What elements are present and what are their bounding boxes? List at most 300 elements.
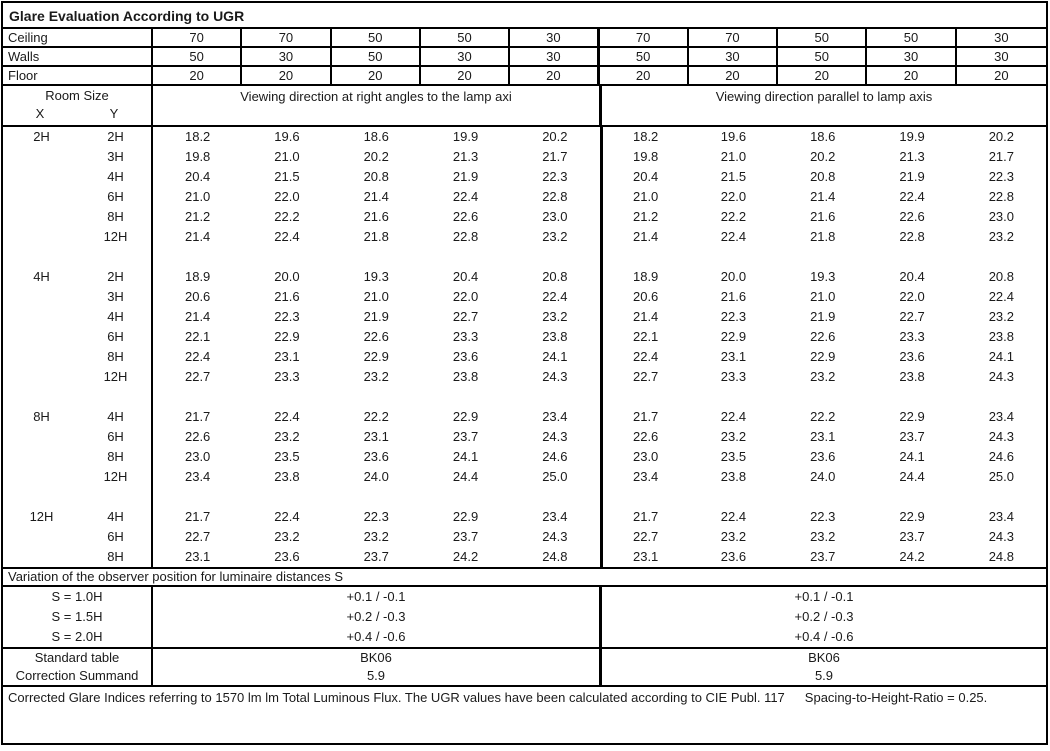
ugr-value-cell: 21.6	[810, 209, 836, 224]
ugr-value-cell: 18.2	[184, 129, 211, 144]
room-size-header	[3, 86, 153, 125]
ugr-value-cell	[332, 387, 421, 407]
ugr-value-cell: 22.8	[899, 229, 925, 244]
ugr-value-cell: 22.7	[600, 527, 689, 547]
correction-value: +0.1 / -0.1	[794, 589, 854, 604]
ugr-value-cell	[242, 487, 331, 507]
ugr-value-cell: 21.5	[720, 169, 747, 184]
ugr-value-cell: 23.7	[363, 549, 389, 564]
table-row	[3, 427, 1046, 447]
observer-distance-row	[3, 627, 1046, 647]
room-x-cell	[3, 447, 80, 467]
ugr-value-cell: 22.1	[184, 329, 211, 344]
ugr-value-cell: 19.3	[810, 269, 836, 284]
ugr-value-cell: 21.6	[274, 289, 300, 304]
ugr-value-cell	[510, 387, 599, 407]
ugr-value-cell: 23.1	[810, 429, 836, 444]
ugr-value-cell: 23.3	[899, 329, 925, 344]
ugr-value-cell: 20.0	[274, 269, 300, 284]
surface-value: 30	[242, 48, 331, 65]
table-row	[3, 307, 1046, 327]
surface-value: 30	[689, 48, 778, 65]
ugr-value-cell: 24.3	[988, 369, 1014, 384]
ugr-value-cell: 23.1	[600, 547, 689, 567]
ugr-value-cell: 21.0	[274, 149, 300, 164]
ugr-value-cell	[778, 487, 867, 507]
room-x-cell: 4H	[33, 269, 50, 284]
ugr-value-cell: 23.5	[720, 449, 747, 464]
ugr-value-cell: 23.8	[274, 469, 300, 484]
ugr-value-cell: 23.4	[988, 509, 1014, 524]
surface-value: 70	[242, 29, 331, 46]
summary-label: Correction Summand	[3, 667, 153, 685]
ugr-value-cell: 21.9	[452, 169, 479, 184]
room-y-cell: 8H	[80, 207, 153, 227]
ugr-value-cell: 20.4	[899, 269, 925, 284]
ugr-value-cell: 23.2	[720, 529, 747, 544]
ugr-value-cell: 24.3	[988, 529, 1014, 544]
row-label: Walls	[3, 48, 153, 65]
summary-value: 5.9	[814, 668, 834, 683]
room-y-cell: 6H	[80, 327, 153, 347]
ugr-value-cell: 20.6	[184, 289, 211, 304]
ugr-value-cell: 23.2	[810, 369, 836, 384]
ugr-value-cell: 23.2	[810, 529, 836, 544]
ugr-value-cell	[600, 487, 689, 507]
ugr-value-cell: 23.2	[274, 529, 300, 544]
room-y-cell: 6H	[80, 187, 153, 207]
ugr-value-cell: 23.6	[452, 349, 479, 364]
viewing-right-angles-header: Viewing direction at right angles to the lamp axi	[153, 86, 602, 125]
ugr-value-cell: 24.3	[542, 369, 568, 384]
ugr-value-cell: 23.2	[542, 229, 568, 244]
ugr-value-cell: 22.7	[452, 309, 479, 324]
table-row	[3, 327, 1046, 347]
ugr-value-cell: 21.0	[184, 189, 211, 204]
room-y-cell: 3H	[80, 287, 153, 307]
ugr-value-cell: 23.0	[988, 209, 1014, 224]
room-x-cell	[3, 367, 80, 387]
ugr-value-cell: 23.4	[184, 469, 211, 484]
ugr-value-cell: 22.9	[452, 509, 479, 524]
ugr-value-cell: 24.8	[542, 549, 568, 564]
room-y-cell	[80, 387, 153, 407]
ugr-value-cell: 21.7	[542, 149, 568, 164]
ugr-value-cell: 23.4	[542, 409, 568, 424]
room-x-cell	[3, 527, 80, 547]
surface-value: 50	[778, 48, 867, 65]
surface-value: 20	[600, 67, 689, 84]
ugr-value-cell: 22.3	[274, 309, 300, 324]
table-row	[3, 147, 1046, 167]
room-y-cell: 8H	[80, 347, 153, 367]
ugr-value-cell: 23.1	[720, 349, 747, 364]
ugr-value-cell: 22.8	[988, 189, 1014, 204]
ugr-value-cell: 22.3	[542, 169, 568, 184]
ugr-value-cell: 18.9	[600, 267, 689, 287]
ugr-value-cell: 21.8	[810, 229, 836, 244]
ugr-value-cell: 21.9	[363, 309, 389, 324]
ugr-value-cell: 20.2	[988, 129, 1014, 144]
room-x-cell: 12H	[29, 509, 54, 524]
ugr-value-cell	[689, 247, 778, 267]
ugr-value-cell	[421, 247, 510, 267]
correction-value: +0.1 / -0.1	[153, 587, 602, 607]
room-y-cell: 12H	[80, 227, 153, 247]
surface-value: 20	[332, 67, 421, 84]
table-row	[3, 447, 1046, 467]
viewing-parallel-header: Viewing direction parallel to lamp axis	[715, 89, 933, 104]
ugr-value-cell: 24.3	[988, 429, 1014, 444]
room-x-cell	[3, 387, 80, 407]
table-row	[3, 227, 1046, 247]
ugr-value-cell: 23.6	[810, 449, 836, 464]
spacer-row	[3, 387, 1046, 407]
surface-value: 50	[600, 48, 689, 65]
distance-label: S = 1.0H	[3, 587, 153, 607]
ugr-value-cell: 23.1	[274, 349, 300, 364]
ugr-value-cell: 22.4	[988, 289, 1014, 304]
ugr-value-cell: 23.8	[542, 329, 568, 344]
surface-value: 30	[510, 29, 599, 46]
ugr-value-cell: 20.4	[184, 169, 211, 184]
ugr-value-cell: 22.4	[720, 229, 747, 244]
ugr-value-cell: 23.8	[988, 329, 1014, 344]
table-row	[3, 367, 1046, 387]
ugr-value-cell: 23.4	[600, 467, 689, 487]
ugr-value-cell: 23.2	[542, 309, 568, 324]
ugr-value-cell: 22.4	[274, 229, 300, 244]
ugr-value-cell: 22.4	[452, 189, 479, 204]
ugr-value-cell: 22.4	[274, 409, 300, 424]
summary-value: BK06	[153, 649, 602, 667]
ugr-value-cell: 23.7	[899, 529, 925, 544]
ugr-value-cell	[421, 487, 510, 507]
room-x-cell	[3, 547, 80, 567]
ugr-value-cell	[153, 387, 242, 407]
summary-value: 5.9	[153, 667, 602, 685]
surface-value: 70	[153, 29, 242, 46]
ugr-value-cell: 23.4	[988, 409, 1014, 424]
ugr-value-cell: 20.8	[810, 169, 836, 184]
ugr-value-cell: 19.9	[899, 129, 925, 144]
ugr-value-cell: 21.6	[363, 209, 389, 224]
ugr-value-cell: 21.0	[363, 289, 389, 304]
room-y-cell: 2H	[80, 267, 153, 287]
ugr-value-cell: 22.9	[274, 329, 300, 344]
ugr-value-cell: 22.0	[452, 289, 479, 304]
room-x-cell	[3, 187, 80, 207]
ugr-value-cell: 22.4	[899, 189, 925, 204]
table-header-row	[3, 86, 1046, 127]
room-y-cell: 12H	[80, 367, 153, 387]
surface-reflectance-rows	[3, 29, 1046, 86]
ugr-value-cell	[600, 387, 689, 407]
ugr-value-cell: 23.1	[184, 549, 211, 564]
surface-value: 20	[510, 67, 599, 84]
ugr-value-cell: 24.1	[899, 449, 925, 464]
ugr-value-cell: 23.2	[988, 309, 1014, 324]
ugr-value-cell: 24.1	[452, 449, 479, 464]
ugr-value-cell	[867, 487, 956, 507]
ugr-value-cell: 22.2	[363, 409, 389, 424]
ugr-value-cell: 19.8	[184, 149, 211, 164]
ugr-value-cell: 21.2	[600, 207, 689, 227]
ugr-value-cell: 23.7	[810, 549, 836, 564]
room-x-cell	[3, 147, 80, 167]
ugr-value-cell: 19.6	[274, 129, 300, 144]
surface-value: 50	[332, 48, 421, 65]
ugr-value-cell: 24.3	[542, 529, 568, 544]
ugr-value-cell: 24.1	[988, 349, 1014, 364]
room-y-cell: 6H	[80, 427, 153, 447]
table-row	[3, 507, 1046, 527]
ugr-value-cell: 21.8	[363, 229, 389, 244]
ugr-value-cell: 21.5	[274, 169, 300, 184]
summary-row	[3, 667, 1046, 685]
room-x-cell: 8H	[33, 409, 50, 424]
ugr-value-cell: 20.6	[600, 287, 689, 307]
table-row	[3, 167, 1046, 187]
surface-value: 20	[778, 67, 867, 84]
room-x-cell	[3, 327, 80, 347]
ugr-value-cell: 22.3	[363, 509, 389, 524]
ugr-value-cell: 24.4	[452, 469, 479, 484]
ugr-value-cell: 18.2	[600, 127, 689, 147]
surface-value: 50	[153, 48, 242, 65]
surface-value: 30	[994, 49, 1009, 64]
ugr-value-cell: 22.9	[899, 509, 925, 524]
observer-distance-row	[3, 587, 1046, 607]
ugr-value-cell: 22.3	[988, 169, 1014, 184]
surface-value: 20	[153, 67, 242, 84]
surface-value: 50	[778, 29, 867, 46]
ugr-value-cell	[510, 247, 599, 267]
ugr-value-cell: 24.4	[899, 469, 925, 484]
distance-label: S = 2.0H	[3, 627, 153, 647]
y-column-header: Y	[109, 106, 119, 121]
ugr-value-cell: 23.8	[899, 369, 925, 384]
table-row	[3, 207, 1046, 227]
ugr-table-body	[3, 127, 1046, 567]
room-x-cell: 2H	[33, 129, 50, 144]
ugr-value-cell	[867, 247, 956, 267]
ugr-value-cell: 22.0	[274, 189, 300, 204]
ugr-value-cell	[153, 487, 242, 507]
summary-value: BK06	[808, 650, 840, 665]
ugr-value-cell: 21.0	[810, 289, 836, 304]
footer-note	[3, 687, 1046, 742]
ugr-value-cell: 22.4	[600, 347, 689, 367]
ugr-value-cell: 23.2	[988, 229, 1014, 244]
ugr-value-cell: 23.2	[720, 429, 747, 444]
summary-label: Standard table	[3, 649, 153, 667]
surface-row	[3, 29, 1046, 48]
ugr-value-cell: 23.8	[452, 369, 479, 384]
ugr-value-cell	[242, 247, 331, 267]
ugr-value-cell: 24.1	[542, 349, 568, 364]
row-label: Floor	[3, 67, 153, 84]
ugr-value-cell: 22.2	[274, 209, 300, 224]
ugr-value-cell: 20.8	[542, 269, 568, 284]
ugr-value-cell	[421, 387, 510, 407]
ugr-value-cell: 22.6	[452, 209, 479, 224]
ugr-value-cell: 20.0	[720, 269, 747, 284]
correction-value: +0.4 / -0.6	[794, 629, 854, 644]
ugr-value-cell	[867, 387, 956, 407]
correction-value: +0.2 / -0.3	[794, 609, 854, 624]
room-y-cell: 8H	[80, 547, 153, 567]
ugr-value-cell: 23.2	[363, 529, 389, 544]
summary-row	[3, 649, 1046, 667]
ugr-value-cell: 23.8	[720, 469, 747, 484]
ugr-value-cell: 22.9	[363, 349, 389, 364]
table-row	[3, 347, 1046, 367]
ugr-value-cell: 22.6	[363, 329, 389, 344]
ugr-value-cell: 22.8	[542, 189, 568, 204]
table-row	[3, 287, 1046, 307]
surface-value: 70	[689, 29, 778, 46]
surface-value: 30	[867, 48, 956, 65]
row-label: Ceiling	[3, 29, 153, 46]
ugr-value-cell: 22.2	[720, 209, 747, 224]
ugr-value-cell: 23.0	[600, 447, 689, 467]
room-y-cell: 3H	[80, 147, 153, 167]
ugr-value-cell: 23.1	[363, 429, 389, 444]
ugr-value-cell: 23.7	[452, 529, 479, 544]
ugr-value-cell: 25.0	[988, 469, 1014, 484]
ugr-value-cell: 22.9	[810, 349, 836, 364]
ugr-value-cell: 18.6	[810, 129, 836, 144]
ugr-value-cell: 21.9	[899, 169, 925, 184]
room-y-cell: 2H	[80, 127, 153, 147]
room-y-cell	[80, 487, 153, 507]
ugr-table	[1, 1, 1048, 745]
distance-label: S = 1.5H	[3, 607, 153, 627]
table-row	[3, 127, 1046, 147]
surface-value: 20	[867, 67, 956, 84]
correction-value: +0.4 / -0.6	[153, 627, 602, 647]
ugr-value-cell: 21.7	[184, 509, 211, 524]
ugr-value-cell: 23.6	[363, 449, 389, 464]
ugr-value-cell: 20.8	[363, 169, 389, 184]
ugr-value-cell: 22.7	[184, 529, 211, 544]
room-y-cell: 4H	[80, 407, 153, 427]
ugr-value-cell: 23.4	[542, 509, 568, 524]
surface-value: 50	[332, 29, 421, 46]
ugr-value-cell: 21.4	[184, 229, 211, 244]
table-row	[3, 527, 1046, 547]
room-x-cell	[3, 287, 80, 307]
ugr-value-cell: 21.0	[720, 149, 747, 164]
table-row	[3, 407, 1046, 427]
ugr-value-cell: 22.6	[184, 429, 211, 444]
ugr-value-cell: 19.3	[363, 269, 389, 284]
ugr-value-cell: 23.3	[274, 369, 300, 384]
ugr-value-cell: 22.1	[600, 327, 689, 347]
correction-value: +0.2 / -0.3	[153, 607, 602, 627]
ugr-value-cell	[778, 387, 867, 407]
ugr-value-cell	[153, 247, 242, 267]
ugr-value-cell: 22.4	[720, 509, 747, 524]
xy-header-line	[3, 105, 151, 123]
ugr-value-cell: 21.4	[600, 227, 689, 247]
ugr-value-cell: 22.4	[184, 349, 211, 364]
room-x-cell	[3, 307, 80, 327]
ugr-value-cell: 22.3	[810, 509, 836, 524]
ugr-value-cell: 23.5	[274, 449, 300, 464]
ugr-value-cell: 19.8	[600, 147, 689, 167]
spacer-row	[3, 487, 1046, 507]
ugr-value-cell: 21.4	[363, 189, 389, 204]
ugr-value-cell: 22.4	[542, 289, 568, 304]
ugr-value-cell: 22.6	[600, 427, 689, 447]
ugr-value-cell: 22.0	[899, 289, 925, 304]
surface-value: 20	[242, 67, 331, 84]
ugr-value-cell: 23.3	[720, 369, 747, 384]
ugr-value-cell	[778, 247, 867, 267]
ugr-value-cell: 21.4	[600, 307, 689, 327]
surface-value: 50	[421, 29, 510, 46]
ugr-value-cell	[957, 387, 1046, 407]
room-y-cell: 8H	[80, 447, 153, 467]
ugr-value-cell: 19.6	[720, 129, 747, 144]
ugr-value-cell	[332, 487, 421, 507]
ugr-value-cell: 21.7	[600, 507, 689, 527]
room-y-cell: 4H	[80, 167, 153, 187]
surface-value: 30	[994, 30, 1009, 45]
ugr-value-cell: 25.0	[542, 469, 568, 484]
surface-value: 30	[421, 48, 510, 65]
ugr-value-cell: 24.8	[988, 549, 1014, 564]
ugr-value-cell: 20.2	[542, 129, 568, 144]
ugr-value-cell: 22.8	[452, 229, 479, 244]
ugr-value-cell: 22.4	[720, 409, 747, 424]
table-row	[3, 267, 1046, 287]
ugr-value-cell: 21.3	[452, 149, 479, 164]
ugr-value-cell: 19.9	[452, 129, 479, 144]
ugr-value-cell: 21.6	[720, 289, 747, 304]
surface-value: 70	[600, 29, 689, 46]
ugr-value-cell: 23.0	[184, 449, 211, 464]
ugr-value-cell	[689, 487, 778, 507]
ugr-value-cell	[510, 487, 599, 507]
summary-rows	[3, 649, 1046, 687]
table-title: Glare Evaluation According to UGR	[3, 3, 1046, 29]
ugr-value-cell: 24.6	[542, 449, 568, 464]
ugr-value-cell: 18.9	[184, 269, 211, 284]
surface-row	[3, 67, 1046, 86]
ugr-value-cell	[600, 247, 689, 267]
observer-distance-rows	[3, 587, 1046, 649]
ugr-value-cell: 23.6	[274, 549, 300, 564]
ugr-value-cell: 23.6	[899, 349, 925, 364]
ugr-value-cell: 22.2	[810, 409, 836, 424]
room-y-cell: 6H	[80, 527, 153, 547]
ugr-value-cell: 20.8	[988, 269, 1014, 284]
ugr-value-cell: 24.0	[810, 469, 836, 484]
ugr-value-cell: 24.3	[542, 429, 568, 444]
ugr-value-cell: 22.7	[184, 369, 211, 384]
ugr-value-cell: 23.7	[452, 429, 479, 444]
ugr-value-cell: 22.9	[720, 329, 747, 344]
ugr-value-cell	[242, 387, 331, 407]
ugr-value-cell: 24.0	[363, 469, 389, 484]
variation-section-title: Variation of the observer position for luminaire distances S	[3, 567, 1046, 587]
surface-row	[3, 48, 1046, 67]
surface-value: 50	[867, 29, 956, 46]
ugr-value-cell: 21.3	[899, 149, 925, 164]
